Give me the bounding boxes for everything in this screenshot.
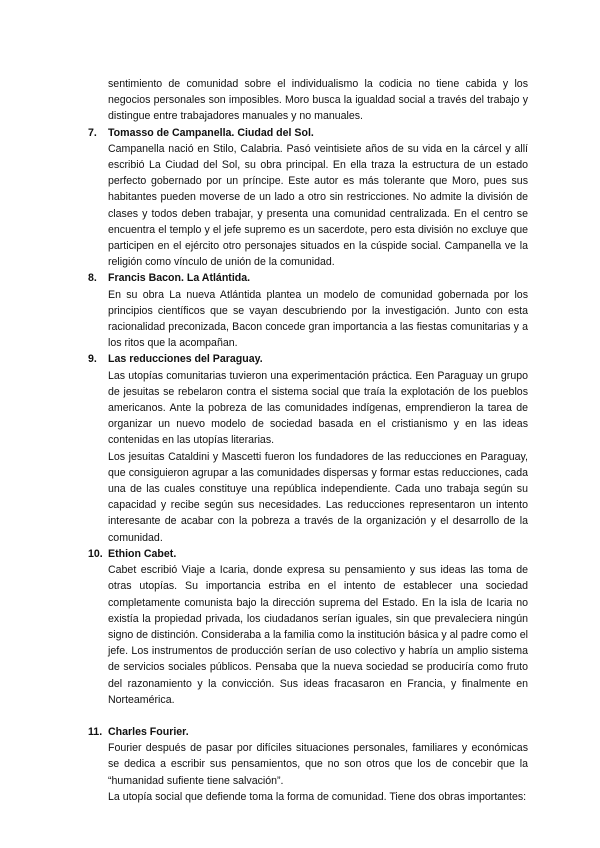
section-number: 7. xyxy=(88,126,97,139)
section-number: 10. xyxy=(88,547,103,560)
section-paragraph: Fourier después de pasar por difíciles situaciones personales, familiares y económicas se dedica a escribir sus pensamientos, que no son otros que los de concebir que la “humanidad sufiente tiene salvación”. xyxy=(108,742,528,787)
section-paragraph: Las utopías comunitarias tuvieron una experimentación práctica. Een Paraguay un grupo de jesuitas se rebelaron contra el sistema social que traía la explotación de los pueblos americanos. Ante la pobreza de las comunidades indígenas, emprendieron la tarea de organizar un nuevo modelo de sociedad basada en el cristianismo y en las ideas contenidas en las utopías literarias. xyxy=(108,369,528,447)
section-heading xyxy=(88,125,528,141)
section-paragraph: Cabet escribió Viaje a Icaria, donde expresa su pensamiento y sus ideas las toma de otras utopías. Su importancia estriba en el intento de establecer una sociedad completamente comunista bajo la dirección suprema del Estado. En la isla de Icaria no existía la propiedad privada, los ciudadanos serían iguales, sin que prevaleciera ningún signo de distinción. Consideraba a la familia como la institución básica y al padre como el jefe. Los instrumentos de producción serían de uso colectivo y habría un amplio sistema de servicios sociales públicos. Pensaba que la nueva sociedad se produciría como fruto del razonamiento y la convicción. Sus ideas fracasaron en Francia, y finalmente en Norteamérica. xyxy=(108,564,528,706)
section-fourier xyxy=(88,724,528,805)
blank-line xyxy=(88,708,528,724)
section-bacon xyxy=(88,270,528,351)
section-paragraph: La utopía social que defiende toma la forma de comunidad. Tiene dos obras importantes: xyxy=(108,790,527,803)
section-paraguay xyxy=(88,351,528,545)
section-heading xyxy=(88,724,528,740)
document-body xyxy=(88,76,528,805)
section-paragraph: Los jesuitas Cataldini y Mascetti fueron los fundadores de las reducciones en Paraguay, que consiguieron agrupar a las comunidades dispersas y formar estas reducciones, cada una de las cuales constituye una república independiente. Cada uno trabaja según su capacidad y recibe según sus necesidades. Las reducciones representaron un intento interesante de acabar con la pobreza a través de la organización y el desarrollo de la comunidad. xyxy=(108,450,528,544)
section-title: Tomasso de Campanella. Ciudad del Sol. xyxy=(108,126,314,139)
section-paragraph: Campanella nació en Stilo, Calabria. Pasó veintisiete años de su vida en la cárcel y allí escribió La Ciudad del Sol, su obra principal. En ella traza la estructura de un estado perfecto gobernado por un príncipe. Este autor es más tolerante que Moro, pues sus habitantes pueden moverse de un lado a otro sin restricciones. No admite la división de clases y todos deben trabajar, y presenta una comunidad centralizada. En el centro se encuentra el templo y el jefe supremo es un sacerdote, pero esta división no excluye que participen en el ejército otro personajes situados en la cúspide social. Campanella ve la religión como vínculo de unión de la comunidad. xyxy=(108,142,528,269)
intro-paragraph: sentimiento de comunidad sobre el individualismo la codicia no tiene cabida y los negocios personales son imposibles. Moro busca la igualdad social a través del trabajo y distingue entre trabajadores manuales y no manuales. xyxy=(108,78,528,123)
section-number: 11. xyxy=(88,725,103,738)
section-title: Ethion Cabet. xyxy=(108,547,177,560)
section-heading xyxy=(88,270,528,286)
section-number: 8. xyxy=(88,272,97,285)
section-cabet xyxy=(88,546,528,708)
section-title: Charles Fourier. xyxy=(108,725,189,738)
section-heading xyxy=(88,546,528,562)
section-heading xyxy=(88,351,528,367)
section-paragraph: En su obra La nueva Atlántida plantea un modelo de comunidad gobernada por los principios científicos que se vayan descubriendo por la investigación. Junto con esta racionalidad preconizada, Bacon concede gran importancia a las fiestas comunitarias y a los ritos que la acompañan. xyxy=(108,288,528,350)
section-campanella xyxy=(88,125,528,271)
section-title: Francis Bacon. La Atlántida. xyxy=(108,272,251,285)
section-number: 9. xyxy=(88,353,97,366)
section-title: Las reducciones del Paraguay. xyxy=(108,353,263,366)
